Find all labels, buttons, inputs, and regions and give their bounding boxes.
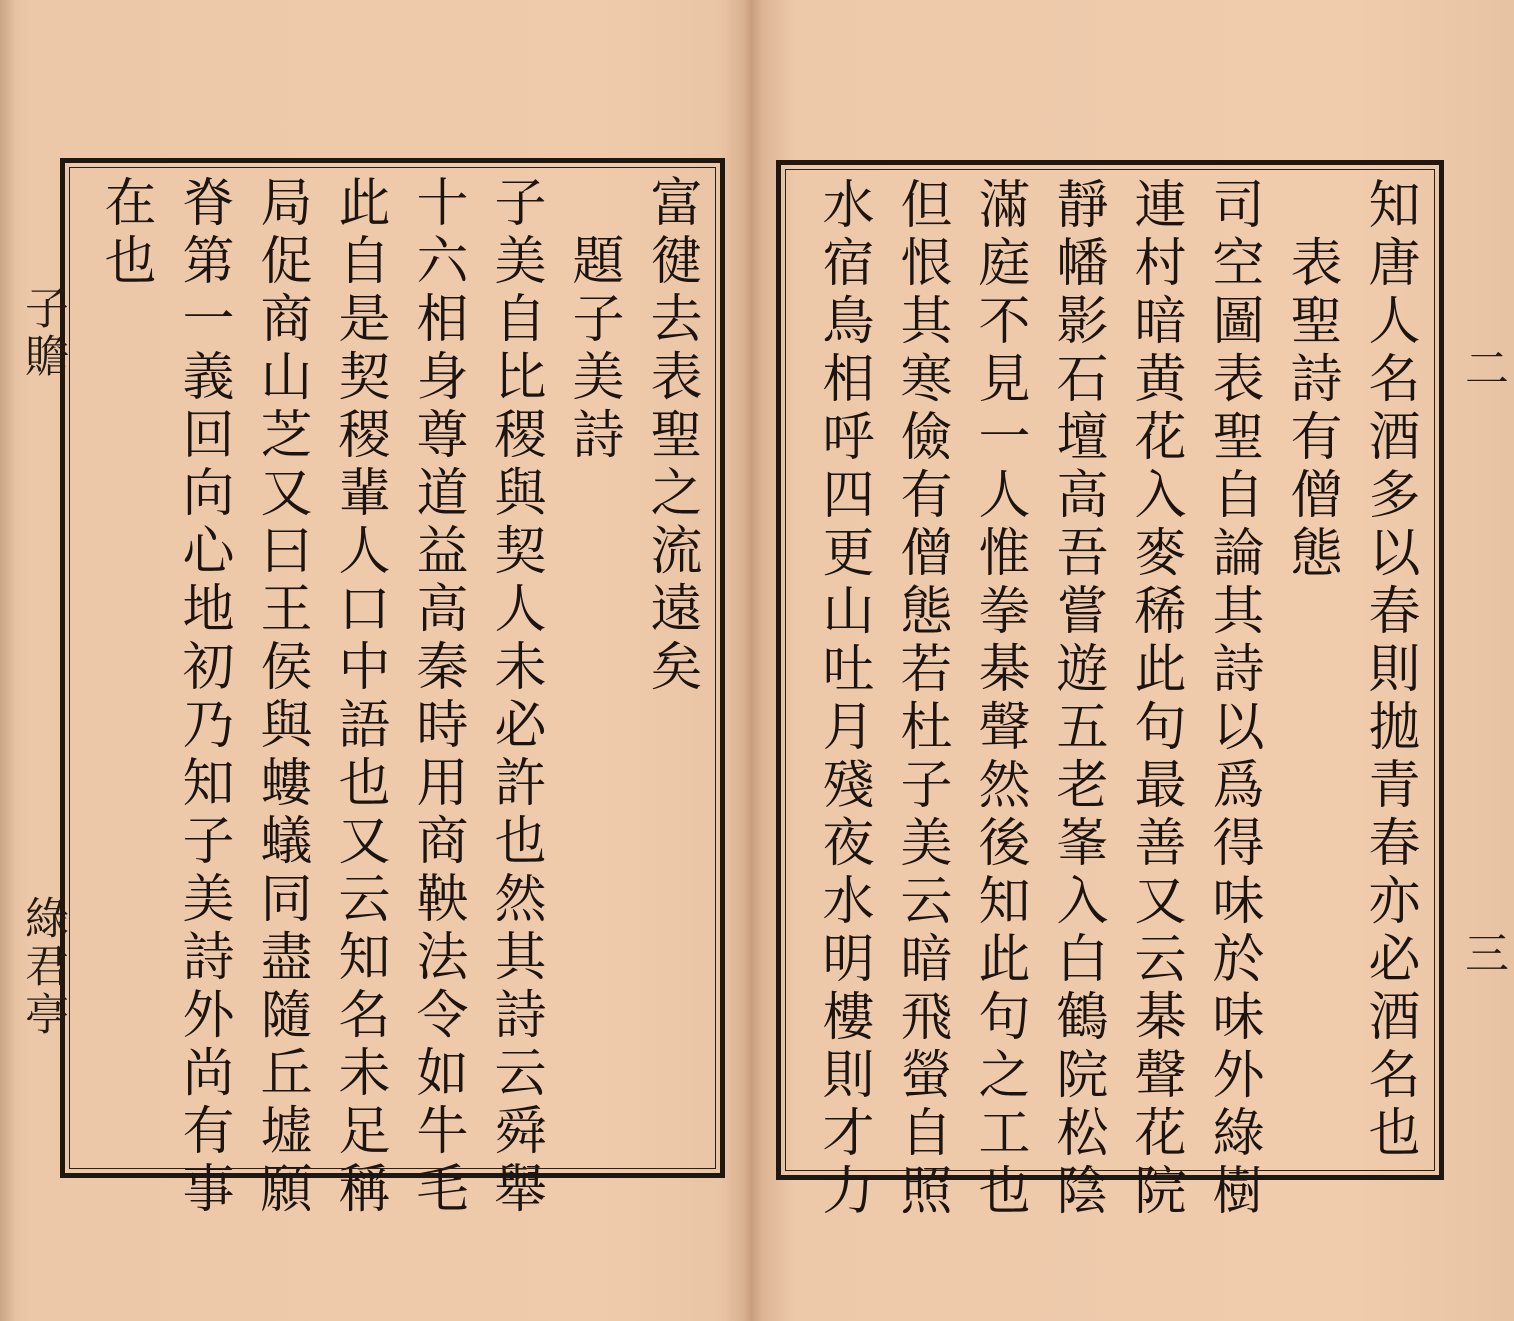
text-column: 司空圖表聖自論其詩以爲得味於味外綠樹 (1203, 177, 1263, 1221)
margin-studio-name: 綠君亭 (17, 895, 68, 1039)
margin-chapter-number: 三 (1457, 930, 1508, 978)
text-column: 此自是契稷輩人口中語也又云知名未足稱 (329, 175, 389, 1219)
text-column: 十六相身尊道益高秦時用商鞅法令如牛毛 (407, 175, 467, 1219)
text-column: 脊第一義回向心地初乃知子美詩外尚有事 (173, 175, 233, 1219)
text-column: 表聖詩有僧態 (1281, 177, 1341, 583)
left-page-text (77, 175, 708, 1219)
left-page-frame (60, 158, 725, 1219)
page-edge (0, 0, 14, 1321)
text-column: 題子美詩 (563, 175, 623, 465)
text-column: 富徤去表聖之流遠矣 (641, 175, 701, 697)
text-column: 子美自比稷與契人未必許也然其詩云舜舉 (485, 175, 545, 1219)
right-page-text (793, 177, 1427, 1221)
text-column: 知唐人名酒多以春則拋青春亦必酒名也 (1359, 177, 1419, 1163)
text-column: 局促商山芝又曰王侯與螻蟻同盡隨丘墟願 (251, 175, 311, 1219)
text-column: 連村暗黄花入麥稀此句最善又云棊聲花院 (1125, 177, 1185, 1221)
text-column: 靜幡影石壇高吾嘗遊五老峯入白鶴院松陰 (1047, 177, 1107, 1221)
text-column: 但恨其寒儉有僧態若杜子美云暗飛螢自照 (891, 177, 951, 1221)
text-column: 滿庭不見一人惟拳棊聲然後知此句之工也 (969, 177, 1029, 1221)
margin-folio-number: 二 (1457, 345, 1508, 393)
margin-title: 子贍 (17, 285, 68, 381)
text-column: 在也 (95, 175, 155, 291)
text-column: 水宿鳥相呼四更山吐月殘夜水明樓則才力 (813, 177, 873, 1221)
right-page-frame (776, 160, 1444, 1221)
